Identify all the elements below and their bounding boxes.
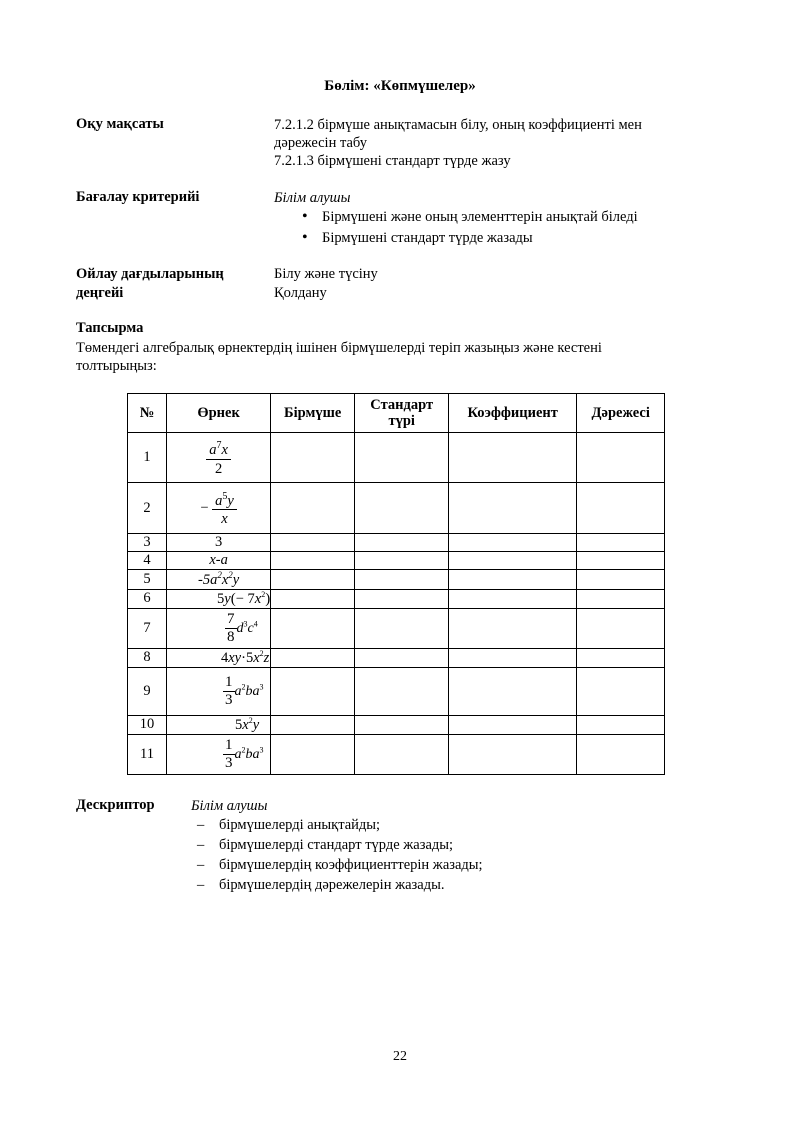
thinking-level: Қолдану (274, 285, 327, 301)
monomial-cell[interactable] (271, 534, 355, 552)
row-number: 5 (128, 570, 167, 590)
expression-cell: $\frac{1}{3}$ $a^2ba^3$ (167, 667, 271, 715)
descriptor-label: Дескриптор (76, 797, 155, 813)
row-number: 9 (128, 667, 167, 715)
monomials-table (127, 393, 665, 775)
degree-cell[interactable] (577, 715, 665, 734)
header-expression: Өрнек (167, 394, 271, 433)
standard-form-cell[interactable] (355, 433, 449, 483)
coefficient-cell[interactable] (449, 483, 577, 534)
expression-cell: $\frac{1}{3}$ $a^2ba^3$ (167, 734, 271, 774)
thinking-label-line: Ойлау дағдыларының (76, 266, 224, 282)
degree-cell[interactable] (577, 667, 665, 715)
table-row (128, 648, 665, 667)
monomial-cell[interactable] (271, 734, 355, 774)
coefficient-cell[interactable] (449, 648, 577, 667)
row-number: 4 (128, 552, 167, 570)
table-row (128, 589, 665, 608)
descriptor-list (191, 815, 483, 895)
learning-goal-line: 7.2.1.3 бірмүшені стандарт түрде жазу (274, 153, 511, 169)
monomial-cell[interactable] (271, 667, 355, 715)
header-monomial: Бірмүше (271, 394, 355, 433)
expression-cell: $-5a^2x^2y$ (167, 570, 271, 590)
coefficient-cell[interactable] (449, 433, 577, 483)
degree-cell[interactable] (577, 433, 665, 483)
expression-cell: − $\frac{a^5y}{x}$ (167, 483, 271, 534)
fraction: $\frac{1}{3}$ (225, 736, 233, 771)
thinking-levels (274, 265, 378, 303)
table-row (128, 667, 665, 715)
descriptor-intro: Білім алушы (191, 798, 268, 814)
coefficient-cell[interactable] (449, 552, 577, 570)
table-row (128, 534, 665, 552)
coefficient-cell[interactable] (449, 608, 577, 648)
table-row (128, 570, 665, 590)
table-row (128, 608, 665, 648)
descriptor-block (191, 797, 483, 895)
monomial-cell[interactable] (271, 483, 355, 534)
header-coefficient: Коэффициент (449, 394, 577, 433)
fraction: $\frac{7}{8}$ (227, 610, 235, 645)
standard-form-cell[interactable] (355, 667, 449, 715)
learning-goal-line: 7.2.1.2 бірмүше анықтамасын білу, оның коэффициенті мен (274, 117, 642, 133)
section-title: Бөлім: «Көпмүшелер» (324, 78, 476, 94)
learning-goal-text (274, 116, 642, 170)
criteria-text (274, 189, 638, 249)
degree-cell[interactable] (577, 734, 665, 774)
coefficient-cell[interactable] (449, 534, 577, 552)
table-header-row (128, 394, 665, 433)
table-row (128, 483, 665, 534)
thinking-label (76, 265, 224, 303)
row-number: 3 (128, 534, 167, 552)
standard-form-cell[interactable] (355, 552, 449, 570)
row-number: 8 (128, 648, 167, 667)
thinking-label-line: деңгейі (76, 285, 124, 301)
standard-form-cell[interactable] (355, 734, 449, 774)
monomial-cell[interactable] (271, 570, 355, 590)
expression-cell (167, 433, 271, 483)
degree-cell[interactable] (577, 589, 665, 608)
descriptor-item: – бірмүшелердің коэффициенттерін жазады; (191, 855, 483, 875)
standard-form-cell[interactable] (355, 715, 449, 734)
thinking-level: Білу және түсіну (274, 266, 378, 282)
expression-cell: x-a (167, 552, 271, 570)
task-line: толтырыңыз: (76, 358, 157, 374)
table-row (128, 715, 665, 734)
degree-cell[interactable] (577, 570, 665, 590)
standard-form-cell[interactable] (355, 570, 449, 590)
expression-cell: $5x^2y$ (167, 715, 271, 734)
degree-cell[interactable] (577, 608, 665, 648)
standard-form-cell[interactable] (355, 483, 449, 534)
header-standard-line: түрі (388, 413, 415, 429)
monomial-cell[interactable] (271, 648, 355, 667)
table-row (128, 734, 665, 774)
row-number: 2 (128, 483, 167, 534)
monomial-cell[interactable] (271, 433, 355, 483)
row-number: 11 (128, 734, 167, 774)
criteria-list (274, 207, 638, 249)
degree-cell[interactable] (577, 483, 665, 534)
standard-form-cell[interactable] (355, 534, 449, 552)
table-row (128, 552, 665, 570)
learning-goal-line: дәрежесін табу (274, 135, 367, 151)
standard-form-cell[interactable] (355, 608, 449, 648)
standard-form-cell[interactable] (355, 648, 449, 667)
task-label: Тапсырма (76, 320, 144, 336)
expression-cell: 3 (167, 534, 271, 552)
criteria-intro: Білім алушы (274, 190, 351, 206)
criteria-item: • Бірмүшені стандарт түрде жазады (274, 228, 638, 249)
header-standard-line: Стандарт (370, 397, 434, 413)
monomial-cell[interactable] (271, 608, 355, 648)
standard-form-cell[interactable] (355, 589, 449, 608)
header-standard-form (355, 394, 449, 433)
monomial-cell[interactable] (271, 552, 355, 570)
degree-cell[interactable] (577, 648, 665, 667)
task-line: Төмендегі алгебралық өрнектердің ішінен бірмүшелерді теріп жазыңыз және кестені (76, 340, 602, 356)
monomial-cell[interactable] (271, 589, 355, 608)
coefficient-cell[interactable] (449, 734, 577, 774)
page-number: 22 (393, 1049, 407, 1064)
degree-cell[interactable] (577, 552, 665, 570)
header-num: № (128, 394, 167, 433)
task-text (76, 339, 602, 375)
row-number: 7 (128, 608, 167, 648)
expression-cell: $5y(- 7x^2)$ (167, 589, 271, 608)
expression-cell: $\frac{7}{8}$ $d^3c^4$ (167, 608, 271, 648)
header-degree: Дәрежесі (577, 394, 665, 433)
degree-cell[interactable] (577, 534, 665, 552)
descriptor-item: – бірмүшелерді стандарт түрде жазады; (191, 835, 483, 855)
fraction: $\frac{1}{3}$ (225, 673, 233, 708)
fraction: $\frac{a^5y}{x}$ (212, 488, 237, 529)
coefficient-cell[interactable] (449, 589, 577, 608)
expression-cell: $4xy\cdot 5x^2z$ (167, 648, 271, 667)
row-number: 1 (128, 433, 167, 483)
monomial-cell[interactable] (271, 715, 355, 734)
coefficient-cell[interactable] (449, 715, 577, 734)
row-number: 6 (128, 589, 167, 608)
learning-goal-label: Оқу мақсаты (76, 116, 164, 132)
descriptor-item: – бірмүшелерді анықтайды; (191, 815, 483, 835)
coefficient-cell[interactable] (449, 570, 577, 590)
row-number: 10 (128, 715, 167, 734)
coefficient-cell[interactable] (449, 667, 577, 715)
criteria-item: • Бірмүшені және оның элементтерін анықтай біледі (274, 207, 638, 228)
fraction: $\frac{a^7x}{2}$ (206, 437, 231, 478)
table-row (128, 433, 665, 483)
criteria-label: Бағалау критерийі (76, 189, 200, 205)
descriptor-item: – бірмүшелердің дәрежелерін жазады. (191, 875, 483, 895)
